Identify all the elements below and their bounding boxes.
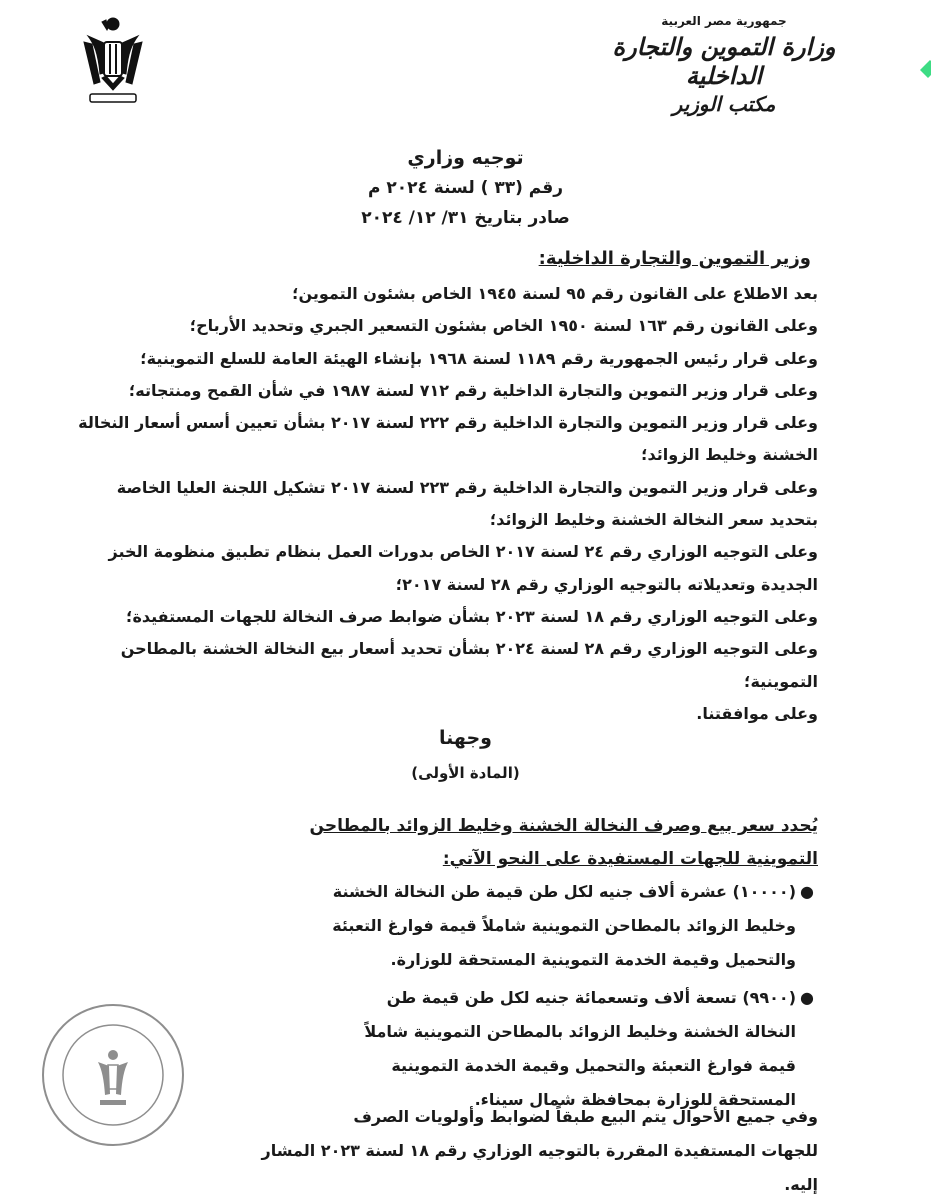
- article-intro: [118, 810, 818, 876]
- price-list: [118, 875, 818, 1121]
- official-stamp-icon: [38, 1000, 188, 1150]
- article-intro-line: يُحدد سعر بيع وصرف النخالة الخشنة وخليط الزوائد بالمطاحن: [309, 816, 818, 836]
- side-mark-icon: [918, 60, 931, 80]
- closing-line: وفي جميع الأحوال يتم البيع طبقاً لضوابط وأولويات الصرف: [353, 1107, 818, 1126]
- closing-line: إليه.: [784, 1175, 818, 1194]
- preamble-line: وعلى قرار وزير التموين والتجارة الداخلية رقم ٢٢٣ لسنة ٢٠١٧ تشكيل اللجنة العليا الخاصة: [116, 477, 818, 497]
- preamble-line: وعلى التوجيه الوزاري رقم ٢٨ لسنة ٢٠٢٤ بشأن تحديد أسعار بيع النخالة الخشنة بالمطاحن: [120, 639, 818, 659]
- preamble-line: وعلى قرار وزير التموين والتجارة الداخلية رقم ٢٢٢ لسنة ٢٠١٧ بشأن تعيين أسس أسعار النخالة: [78, 413, 818, 433]
- official-stamp-graphic: [38, 1000, 188, 1150]
- list-item-line: (٩٩٠٠) تسعة ألاف وتسعمائة جنيه لكل طن قيمة طن: [386, 988, 796, 1007]
- preamble: [78, 278, 818, 730]
- closing-paragraph: [118, 1100, 818, 1202]
- letterhead: [609, 14, 839, 116]
- eagle-emblem-graphic: [80, 14, 146, 114]
- document-title: توجيه وزاري: [407, 147, 524, 169]
- preamble-line: وعلى موافقتنا.: [696, 703, 818, 723]
- preamble-line: التموينية؛: [744, 671, 818, 691]
- preamble-line: الخشنة وخليط الزوائد؛: [641, 445, 818, 465]
- preamble-line: بتحديد سعر النخالة الخشنة وخليط الزوائد؛: [489, 510, 818, 530]
- preamble-line: وعلى القانون رقم ١٦٣ لسنة ١٩٥٠ الخاص بشئون التسعير الجبري وتحديد الأرباح؛: [189, 316, 818, 336]
- bullet-icon: ●: [800, 988, 814, 1007]
- article-intro-line: التموينية للجهات المستفيدة على النحو الآتي:: [442, 849, 818, 869]
- list-item: [118, 981, 818, 1117]
- document-date: صادر بتاريخ ٣١/ ١٢/ ٢٠٢٤: [361, 208, 570, 228]
- article-label: (المادة الأولى): [411, 764, 520, 782]
- list-item: [118, 875, 818, 977]
- preamble-line: وعلى قرار رئيس الجمهورية رقم ١١٨٩ لسنة ١٩٦٨ بإنشاء الهيئة العامة للسلع التموينية؛: [140, 348, 818, 368]
- closing-line: للجهات المستفيدة المقررة بالتوجيه الوزاري رقم ١٨ لسنة ٢٠٢٣ المشار: [261, 1141, 818, 1160]
- preamble-line: الجديدة وتعديلاته بالتوجيه الوزاري رقم ٢٨ لسنة ٢٠١٧؛: [395, 574, 818, 594]
- list-item-line: النخالة الخشنة وخليط الزوائد بالمطاحن التموينية شاملاً: [364, 1022, 796, 1041]
- preamble-line: وعلى التوجيه الوزاري رقم ٢٤ لسنة ٢٠١٧ الخاص بدورات العمل بنظام تطبيق منظومة الخبز: [108, 542, 818, 562]
- bullet-icon: ●: [800, 882, 814, 901]
- letterhead-ministry: وزارة التموين والتجارة الداخلية: [612, 32, 836, 90]
- minister-heading: وزير التموين والتجارة الداخلية:: [538, 248, 811, 269]
- preamble-line: وعلى التوجيه الوزاري رقم ١٨ لسنة ٢٠٢٣ بشأن ضوابط صرف النخالة للجهات المستفيدة؛: [126, 606, 818, 626]
- document-number: رقم (٣٣ ) لسنة ٢٠٢٤ م: [367, 178, 564, 198]
- list-item-line: (١٠٠٠٠) عشرة ألاف جنيه لكل طن قيمة طن النخالة الخشنة: [332, 882, 796, 901]
- eagle-emblem-icon: [80, 14, 146, 114]
- decree-word: وجهنا: [439, 727, 492, 749]
- list-item-line: والتحميل وقيمة الخدمة التموينية المستحقة للوزارة.: [390, 950, 796, 969]
- list-item-line: المستحقة للوزارة بمحافظة شمال سيناء.: [474, 1090, 796, 1109]
- preamble-line: وعلى قرار وزير التموين والتجارة الداخلية رقم ٧١٢ لسنة ١٩٨٧ في شأن القمح ومنتجاته؛: [128, 380, 818, 400]
- document-header: [0, 143, 931, 233]
- letterhead-office: مكتب الوزير: [672, 92, 776, 116]
- list-item-line: وخليط الزوائد بالمطاحن التموينية شاملاً قيمة فوارغ التعبئة: [332, 916, 796, 935]
- letterhead-country: جمهورية مصر العربية: [661, 14, 787, 28]
- preamble-line: بعد الاطلاع على القانون رقم ٩٥ لسنة ١٩٤٥ الخاص بشئون التموين؛: [292, 284, 818, 303]
- list-item-line: قيمة فوارغ التعبئة والتحميل وقيمة الخدمة التموينية: [391, 1056, 796, 1075]
